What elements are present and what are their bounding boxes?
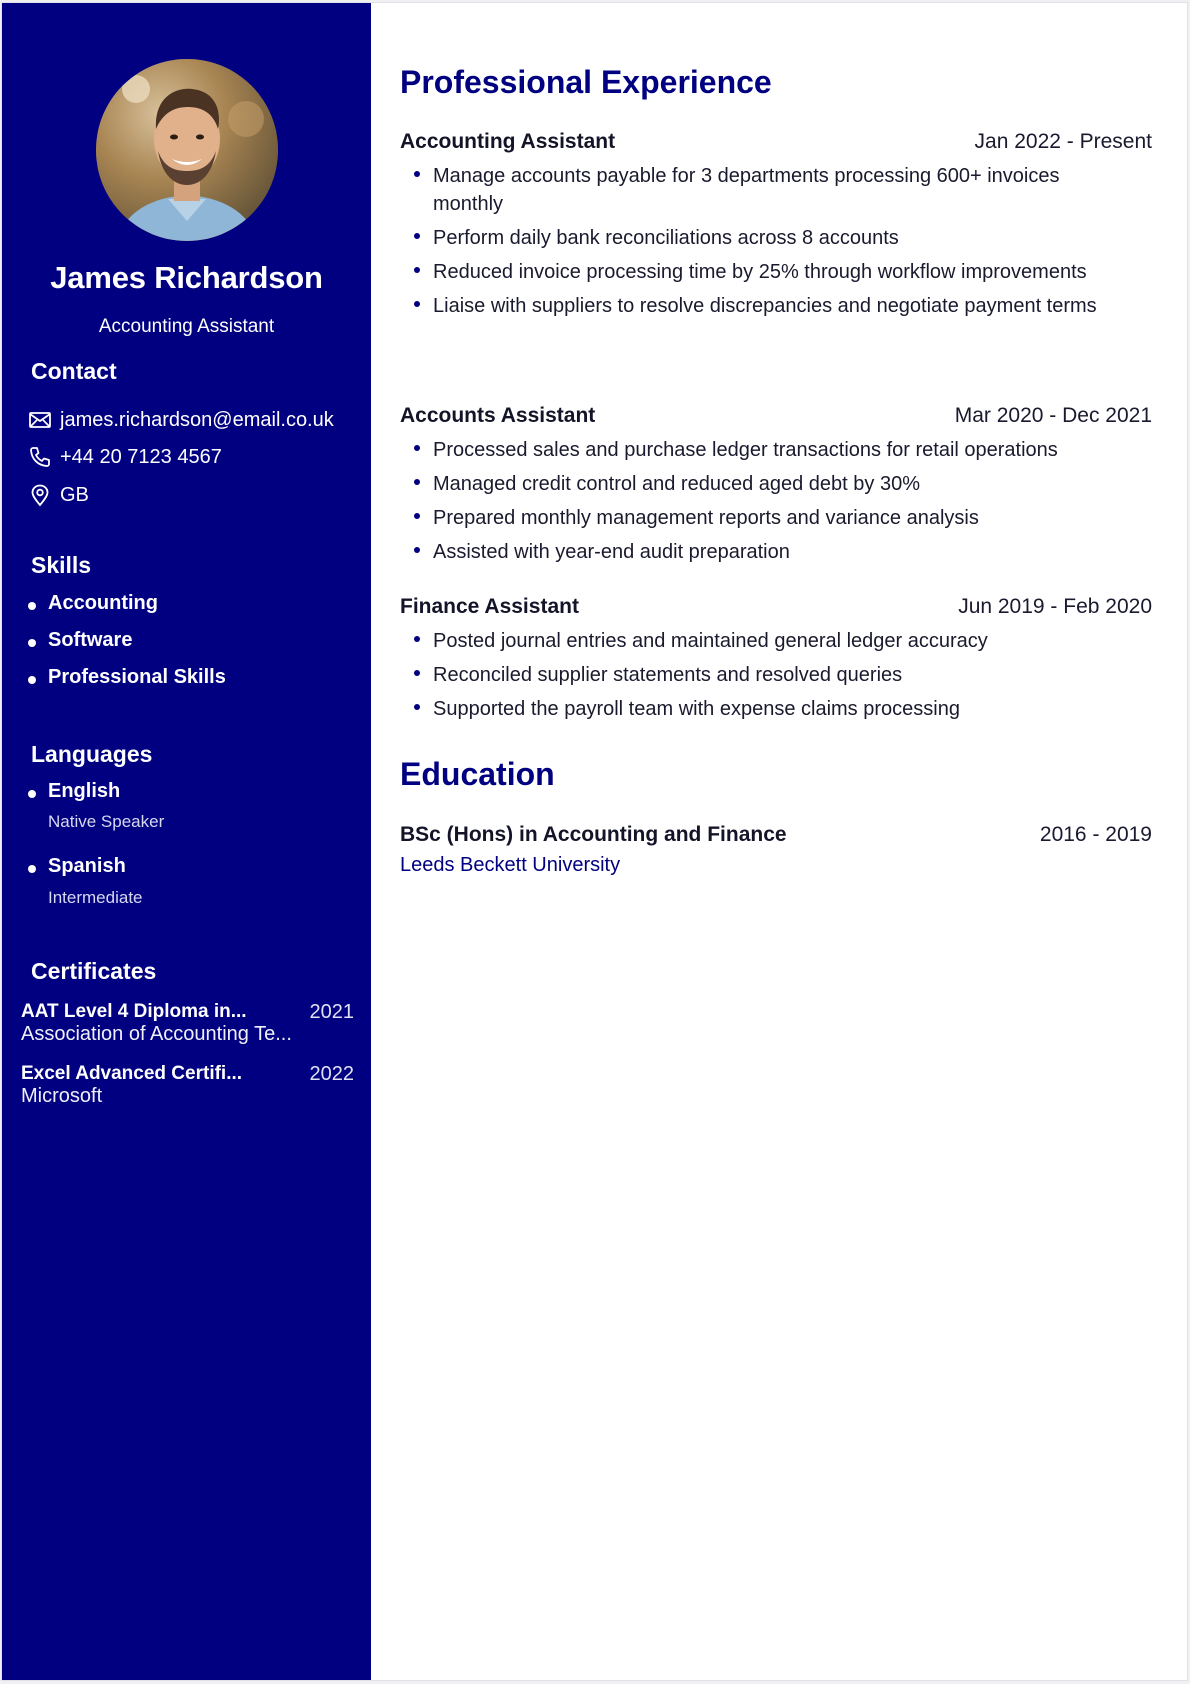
skill-item xyxy=(28,629,132,652)
job-bullets xyxy=(400,436,1127,572)
language-level: Intermediate xyxy=(48,888,143,907)
skill-label: Software xyxy=(48,629,133,651)
bullet-icon xyxy=(414,547,420,553)
job-header xyxy=(400,130,1152,154)
phone-icon xyxy=(28,445,52,469)
resume-page xyxy=(1,2,1188,1681)
bullet-icon xyxy=(28,790,36,798)
bullet-icon xyxy=(414,301,420,307)
bullet-icon xyxy=(414,479,420,485)
language-item xyxy=(28,780,120,803)
bullet-icon xyxy=(414,233,420,239)
job-bullet: Reduced invoice processing time by 25% through workflow improvements xyxy=(400,258,1127,286)
job-bullets xyxy=(400,627,1127,729)
contact-email[interactable] xyxy=(28,407,334,433)
school-name: Leeds Beckett University xyxy=(400,854,621,876)
contact-phone[interactable] xyxy=(28,444,222,470)
contact-location xyxy=(28,482,89,508)
certificate-title: Excel Advanced Certifi... xyxy=(21,1063,243,1084)
bullet-icon xyxy=(414,445,420,451)
email-text: james.richardson@email.co.uk xyxy=(60,408,334,431)
job-bullet: Processed sales and purchase ledger transactions for retail operations xyxy=(400,436,1127,464)
main-content xyxy=(371,3,1187,1680)
job-bullet: Supported the payroll team with expense claims processing xyxy=(400,695,1127,723)
job-bullet: Reconciled supplier statements and resolved queries xyxy=(400,661,1127,689)
job-dates: Mar 2020 - Dec 2021 xyxy=(954,404,1152,427)
bullet-icon xyxy=(28,639,36,647)
bullet-icon xyxy=(414,670,420,676)
certificates-heading: Certificates xyxy=(31,958,157,984)
contact-heading: Contact xyxy=(31,358,117,384)
certificate-title: AAT Level 4 Diploma in... xyxy=(21,1001,247,1022)
language-level: Native Speaker xyxy=(48,812,165,831)
job-title: Accounting Assistant xyxy=(400,130,616,153)
person-photo-icon xyxy=(96,59,278,241)
job-bullet: Prepared monthly management reports and variance analysis xyxy=(400,504,1127,532)
skills-heading: Skills xyxy=(31,552,92,578)
job-dates: Jan 2022 - Present xyxy=(974,130,1152,153)
language-name: Spanish xyxy=(48,855,126,877)
job-bullet: Managed credit control and reduced aged debt by 30% xyxy=(400,470,1127,498)
languages-heading: Languages xyxy=(31,741,153,767)
location-text: GB xyxy=(60,483,89,506)
bullet-icon xyxy=(28,865,36,873)
job-bullet: Manage accounts payable for 3 departments processing 600+ invoices monthly xyxy=(400,162,1127,218)
language-name: English xyxy=(48,780,121,802)
degree-title: BSc (Hons) in Accounting and Finance xyxy=(400,823,787,846)
job-bullet: Posted journal entries and maintained general ledger accuracy xyxy=(400,627,1127,655)
language-item xyxy=(28,855,126,878)
bullet-icon xyxy=(414,636,420,642)
education-dates: 2016 - 2019 xyxy=(1039,823,1152,846)
job-header xyxy=(400,404,1152,428)
job-dates: Jun 2019 - Feb 2020 xyxy=(958,595,1152,618)
job-header xyxy=(400,595,1152,619)
skill-label: Professional Skills xyxy=(48,666,226,688)
envelope-icon xyxy=(28,408,52,432)
bullet-icon xyxy=(414,267,420,273)
bullet-icon xyxy=(28,602,36,610)
education-heading: Education xyxy=(400,756,555,792)
sidebar xyxy=(2,3,371,1680)
bullet-icon xyxy=(414,704,420,710)
candidate-name: James Richardson xyxy=(50,260,323,295)
profile-photo xyxy=(96,59,278,241)
experience-heading: Professional Experience xyxy=(400,64,772,100)
education-header xyxy=(400,823,1152,847)
certificate-year: 2021 xyxy=(309,1001,354,1023)
bullet-icon xyxy=(28,676,36,684)
job-title: Finance Assistant xyxy=(400,595,579,618)
bullet-icon xyxy=(414,171,420,177)
certificate-issuer: Microsoft xyxy=(21,1085,103,1107)
location-pin-icon xyxy=(28,483,52,507)
certificate-issuer: Association of Accounting Te... xyxy=(21,1023,292,1045)
job-bullet: Perform daily bank reconciliations across 8 accounts xyxy=(400,224,1127,252)
job-title: Accounts Assistant xyxy=(400,404,596,427)
phone-text: +44 20 7123 4567 xyxy=(60,445,222,468)
skill-item xyxy=(28,592,158,615)
job-bullet: Liaise with suppliers to resolve discrepancies and negotiate payment terms xyxy=(400,292,1127,320)
skill-label: Accounting xyxy=(48,592,158,614)
skill-item xyxy=(28,666,226,689)
candidate-title: Accounting Assistant xyxy=(98,316,275,337)
job-bullets xyxy=(400,162,1127,326)
certificate-year: 2022 xyxy=(309,1063,354,1085)
bullet-icon xyxy=(414,513,420,519)
job-bullet: Assisted with year-end audit preparation xyxy=(400,538,1127,566)
